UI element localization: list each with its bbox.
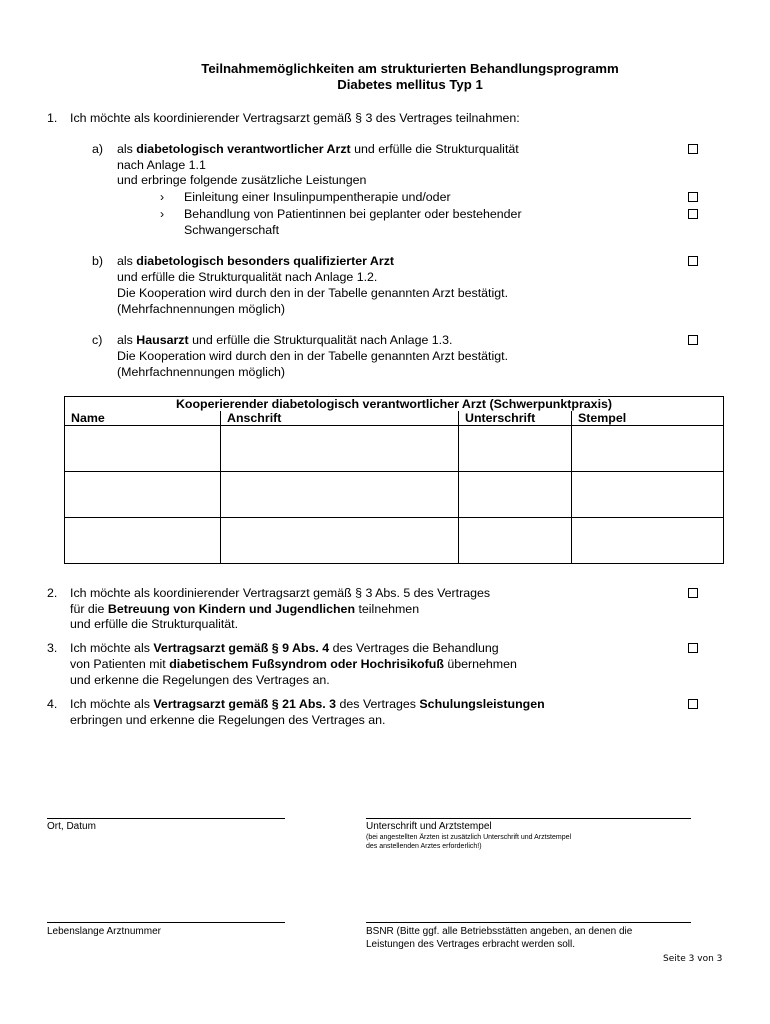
item-1b-line4: (Mehrfachnennungen möglich) bbox=[117, 302, 286, 316]
item-2-checkbox[interactable] bbox=[688, 588, 698, 598]
cell-unterschrift[interactable] bbox=[459, 518, 572, 564]
bullet-1-symbol: › bbox=[160, 190, 165, 204]
unterschrift-label: Unterschrift und Arztstempel bbox=[366, 821, 492, 832]
cell-unterschrift[interactable] bbox=[459, 426, 572, 472]
arztnummer-label: Lebenslange Arztnummer bbox=[47, 926, 161, 937]
table-row bbox=[65, 472, 724, 518]
item-1a-label: a) bbox=[92, 142, 104, 156]
item-4-line2: erbringen und erkenne die Regelungen des Vertrages an. bbox=[70, 713, 386, 727]
arztnummer-line[interactable] bbox=[47, 922, 285, 923]
cell-anschrift[interactable] bbox=[221, 472, 459, 518]
cell-stempel[interactable] bbox=[572, 472, 724, 518]
item-3-line2: von Patienten mit diabetischem Fußsyndrom oder Hochrisikofuß übernehmen bbox=[70, 657, 517, 671]
cell-anschrift[interactable] bbox=[221, 426, 459, 472]
item-1c-line3: (Mehrfachnennungen möglich) bbox=[117, 365, 286, 379]
cell-name[interactable] bbox=[65, 426, 221, 472]
cell-stempel[interactable] bbox=[572, 426, 724, 472]
bullet-2-text: Behandlung von Patientinnen bei geplanter oder bestehender bbox=[184, 207, 522, 221]
bullet-2-text-cont: Schwangerschaft bbox=[184, 223, 280, 237]
bullet-1-text: Einleitung einer Insulinpumpentherapie und/oder bbox=[184, 190, 451, 204]
table-title: Kooperierender diabetologisch verantwortlicher Arzt (Schwerpunktpraxis) bbox=[65, 397, 724, 412]
item-2-line1: Ich möchte als koordinierender Vertragsarzt gemäß § 3 Abs. 5 des Vertrages bbox=[70, 586, 491, 600]
cell-stempel[interactable] bbox=[572, 518, 724, 564]
item-1-number: 1. bbox=[47, 111, 58, 125]
cell-name[interactable] bbox=[65, 472, 221, 518]
cell-name[interactable] bbox=[65, 518, 221, 564]
unterschrift-line[interactable] bbox=[366, 818, 691, 819]
item-1c-line1: als Hausarzt und erfülle die Strukturqualität nach Anlage 1.3. bbox=[117, 333, 453, 347]
ort-datum-label: Ort, Datum bbox=[47, 821, 96, 832]
bsnr-line[interactable] bbox=[366, 922, 691, 923]
item-1c-label: c) bbox=[92, 333, 103, 347]
bullet-1-checkbox[interactable] bbox=[688, 192, 698, 202]
item-4-checkbox[interactable] bbox=[688, 699, 698, 709]
item-2-number: 2. bbox=[47, 586, 58, 600]
unterschrift-note-2: des anstellenden Arztes erforderlich!) bbox=[366, 843, 482, 850]
item-1c-checkbox[interactable] bbox=[688, 335, 698, 345]
table-row bbox=[65, 518, 724, 564]
bullet-2-checkbox[interactable] bbox=[688, 209, 698, 219]
item-3-line1: Ich möchte als Vertragsarzt gemäß § 9 Abs. 4 des Vertrages die Behandlung bbox=[70, 641, 499, 655]
col-header-unterschrift: Unterschrift bbox=[459, 411, 572, 426]
item-1b-line3: Die Kooperation wird durch den in der Tabelle genannten Arzt bestätigt. bbox=[117, 286, 509, 300]
item-4-number: 4. bbox=[47, 697, 58, 711]
page-number: Seite 3 von 3 bbox=[663, 954, 723, 964]
page-subtitle: Diabetes mellitus Typ 1 bbox=[337, 77, 483, 92]
item-4-line1: Ich möchte als Vertragsarzt gemäß § 21 Abs. 3 des Vertrages Schulungsleistungen bbox=[70, 697, 545, 711]
item-1b-line1: als diabetologisch besonders qualifizierter Arzt bbox=[117, 254, 395, 268]
item-3-number: 3. bbox=[47, 641, 58, 655]
bullet-2-symbol: › bbox=[160, 207, 165, 221]
item-3-checkbox[interactable] bbox=[688, 643, 698, 653]
item-1a-checkbox[interactable] bbox=[688, 144, 698, 154]
item-3-line3: und erkenne die Regelungen des Vertrages an. bbox=[70, 673, 330, 687]
cell-anschrift[interactable] bbox=[221, 518, 459, 564]
item-1a-line3: und erbringe folgende zusätzliche Leistungen bbox=[117, 173, 367, 187]
item-1b-line2: und erfülle die Strukturqualität nach Anlage 1.2. bbox=[117, 270, 378, 284]
unterschrift-note-1: (bei angestellten Ärzten ist zusätzlich Unterschrift und Arztstempel bbox=[366, 834, 572, 841]
item-2-line2: für die Betreuung von Kindern und Jugendlichen teilnehmen bbox=[70, 602, 420, 616]
bsnr-label-2: Leistungen des Vertrages erbracht werden soll. bbox=[366, 939, 576, 950]
col-header-name: Name bbox=[65, 411, 221, 426]
bsnr-label-1: BSNR (Bitte ggf. alle Betriebsstätten angeben, an denen die bbox=[366, 926, 633, 937]
cell-unterschrift[interactable] bbox=[459, 472, 572, 518]
cooperation-table bbox=[64, 396, 724, 564]
item-1a-line1: als diabetologisch verantwortlicher Arzt und erfülle die Strukturqualität bbox=[117, 142, 519, 156]
item-1c-line2: Die Kooperation wird durch den in der Tabelle genannten Arzt bestätigt. bbox=[117, 349, 509, 363]
item-1a-line2: nach Anlage 1.1 bbox=[117, 158, 206, 172]
item-1b-checkbox[interactable] bbox=[688, 256, 698, 266]
item-2-line3: und erfülle die Strukturqualität. bbox=[70, 617, 239, 631]
col-header-anschrift: Anschrift bbox=[221, 411, 459, 426]
col-header-stempel: Stempel bbox=[572, 411, 724, 426]
item-1-text: Ich möchte als koordinierender Vertragsarzt gemäß § 3 des Vertrages teilnahmen: bbox=[70, 111, 520, 125]
item-1b-label: b) bbox=[92, 254, 104, 268]
table-row bbox=[65, 426, 724, 472]
ort-datum-line[interactable] bbox=[47, 818, 285, 819]
page-title: Teilnahmemöglichkeiten am strukturierten Behandlungsprogramm bbox=[201, 61, 619, 76]
